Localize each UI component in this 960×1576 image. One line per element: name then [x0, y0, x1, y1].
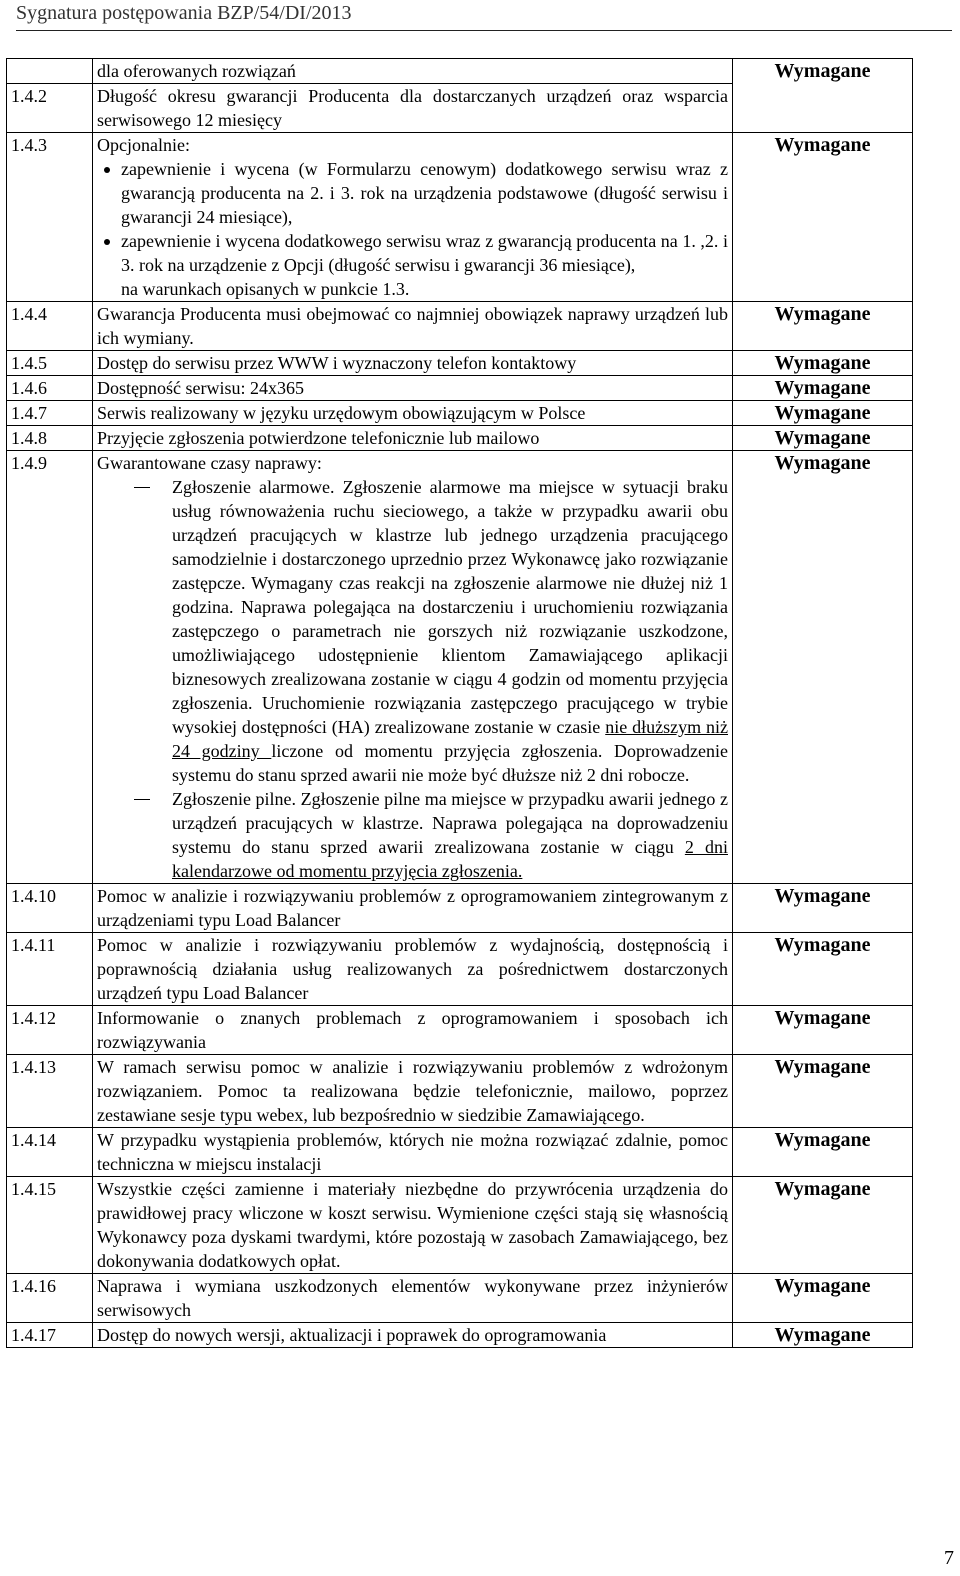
row-description: Pomoc w analizie i rozwiązywaniu problemów z wydajnością, dostępnością i poprawnością działania usług realizowanych za pośrednictwem dostarczonych urządzeń typu Load Balancer [93, 933, 733, 1006]
row-requirement: Wymagane [733, 1006, 913, 1055]
row-number: 1.4.13 [7, 1055, 93, 1128]
row-number: 1.4.17 [7, 1323, 93, 1348]
row-requirement: Wymagane [733, 1177, 913, 1274]
row-requirement: Wymagane [733, 1274, 913, 1323]
row-number: 1.4.9 [7, 451, 93, 884]
table-row [7, 933, 913, 1006]
table-row [7, 1274, 913, 1323]
row-requirement: Wymagane [733, 426, 913, 451]
row-description: Pomoc w analizie i rozwiązywaniu problemów z oprogramowaniem zintegrowanym z urządzeniami typu Load Balancer [93, 884, 733, 933]
table-row [7, 884, 913, 933]
document-header [16, 0, 952, 31]
row-description: Dostęp do serwisu przez WWW i wyznaczony telefon kontaktowy [93, 351, 733, 376]
row-requirement: Wymagane [733, 59, 913, 133]
row-description: Naprawa i wymiana uszkodzonych elementów wykonywane przez inżynierów serwisowych [93, 1274, 733, 1323]
table-row [7, 451, 913, 884]
row-description: Serwis realizowany w języku urzędowym obowiązującym w Polsce [93, 401, 733, 426]
row-number [7, 59, 93, 84]
row-requirement: Wymagane [733, 451, 913, 884]
row-description: dla oferowanych rozwiązań [93, 59, 733, 84]
row-description: Dostępność serwisu: 24x365 [93, 376, 733, 401]
table-row [7, 1006, 913, 1055]
row-number: 1.4.12 [7, 1006, 93, 1055]
row-number: 1.4.16 [7, 1274, 93, 1323]
row-note: na warunkach opisanych w punkcie 1.3. [121, 279, 410, 299]
table-row [7, 426, 913, 451]
row-description [93, 133, 733, 302]
table-row [7, 1055, 913, 1128]
row-description: Długość okresu gwarancji Producenta dla dostarczanych urządzeń oraz wsparcia serwisowego 12 miesięcy [93, 84, 733, 133]
table-row [7, 1323, 913, 1348]
row-number: 1.4.14 [7, 1128, 93, 1177]
list-item: zapewnienie i wycena dodatkowego serwisu wraz z gwarancją producenta na 1. ,2. i 3. rok na urządzenie z Opcji (długość serwisu i gwarancji 36 miesiące), [121, 231, 728, 275]
row-number: 1.4.3 [7, 133, 93, 302]
requirements-table [6, 58, 913, 1348]
row-requirement: Wymagane [733, 401, 913, 426]
row-requirement: Wymagane [733, 1323, 913, 1348]
row-description: Przyjęcie zgłoszenia potwierdzone telefonicznie lub mailowo [93, 426, 733, 451]
list-item: Zgłoszenie pilne. Zgłoszenie pilne ma miejsce w przypadku awarii jednego z urządzeń pracujących w klastrze. Naprawa polegająca na doprowadzeniu systemu do stanu sprzed awarii zrealizowana zostanie w ciągu 2 dni kalendarzowe od momentu przyjęcia zgłoszenia. [172, 789, 728, 881]
table-row [7, 1128, 913, 1177]
page-number: 7 [944, 1547, 954, 1569]
row-description: Dostęp do nowych wersji, aktualizacji i poprawek do oprogramowania [93, 1323, 733, 1348]
list-item: zapewnienie i wycena (w Formularzu cenowym) dodatkowego serwisu wraz z gwarancją producenta na 2. i 3. rok na urządzenia podstawowe (długość serwisu i gwarancji 24 miesiące), [121, 159, 728, 227]
row-number: 1.4.15 [7, 1177, 93, 1274]
row-title: Gwarantowane czasy naprawy: [97, 453, 322, 473]
row-description: Gwarancja Producenta musi obejmować co najmniej obowiązek naprawy urządzeń lub ich wymiany. [93, 302, 733, 351]
row-number: 1.4.2 [7, 84, 93, 133]
row-requirement: Wymagane [733, 376, 913, 401]
row-requirement: Wymagane [733, 933, 913, 1006]
option-list [97, 157, 728, 277]
table-row [7, 133, 913, 302]
row-description: W przypadku wystąpienia problemów, których nie można rozwiązać zdalnie, pomoc techniczna w miejscu instalacji [93, 1128, 733, 1177]
table-row [7, 376, 913, 401]
row-number: 1.4.4 [7, 302, 93, 351]
row-description: Wszystkie części zamienne i materiały niezbędne do przywrócenia urządzenia do prawidłowej pracy wliczone w koszt serwisu. Wymienione części stają się własnością Wykonawcy poza dyskami twardymi, które pozostają w zasobach Zamawiającego, bez dokonywania dodatkowych opłat. [93, 1177, 733, 1274]
row-number: 1.4.6 [7, 376, 93, 401]
row-requirement: Wymagane [733, 302, 913, 351]
table-row [7, 351, 913, 376]
table-row [7, 401, 913, 426]
row-description: Informowanie o znanych problemach z oprogramowaniem i sposobach ich rozwiązywania [93, 1006, 733, 1055]
repair-times-list [97, 475, 728, 883]
row-number: 1.4.7 [7, 401, 93, 426]
table-row [7, 1177, 913, 1274]
row-requirement: Wymagane [733, 884, 913, 933]
table-row [7, 302, 913, 351]
row-number: 1.4.8 [7, 426, 93, 451]
row-description: W ramach serwisu pomoc w analizie i rozwiązywaniu problemów z wdrożonym rozwiązaniem. Pomoc ta realizowana będzie telefonicznie, mailowo, poprzez zestawiane sesje typu webex, lub bezpośrednio w siedzibie Zamawiającego. [93, 1055, 733, 1128]
row-requirement: Wymagane [733, 1128, 913, 1177]
row-requirement: Wymagane [733, 1055, 913, 1128]
row-number: 1.4.10 [7, 884, 93, 933]
row-requirement: Wymagane [733, 351, 913, 376]
row-description [93, 451, 733, 884]
table-row [7, 59, 913, 84]
row-requirement: Wymagane [733, 133, 913, 302]
document-signature: Sygnatura postępowania BZP/54/DI/2013 [16, 2, 352, 24]
list-item: Zgłoszenie alarmowe. Zgłoszenie alarmowe ma miejsce w sytuacji braku usług równoważenia ruchu sieciowego, a także w przypadku awarii obu urządzeń pracujących w klastrze lub jednego urządzenia pracującego samodzielnie i dostarczonego uprzednio przez Wykonawcę jako rozwiązanie zastępcze. Wymagany czas reakcji na zgłoszenie alarmowe nie dłużej niż 1 godzina. Naprawa polegająca na dostarczeniu i uruchomieniu rozwiązania zastępczego o parametrach nie gorszych niż rozwiązanie uszkodzone, umożliwiającego udostępnienie klientom Zamawiającego aplikacji biznesowych zrealizowana zostanie w ciągu 4 godzin od momentu przyjęcia zgłoszenia. Uruchomienie rozwiązania zastępczego pracującego w trybie wysokiej dostępności (HA) zrealizowane zostanie w czasie nie dłuższym niż 24 godziny liczone od momentu przyjęcia zgłoszenia. Doprowadzenie systemu do stanu sprzed awarii nie może być dłuższe niż 2 dni robocze. [172, 477, 729, 785]
row-number: 1.4.5 [7, 351, 93, 376]
row-title: Opcjonalnie: [97, 135, 190, 155]
row-number: 1.4.11 [7, 933, 93, 1006]
